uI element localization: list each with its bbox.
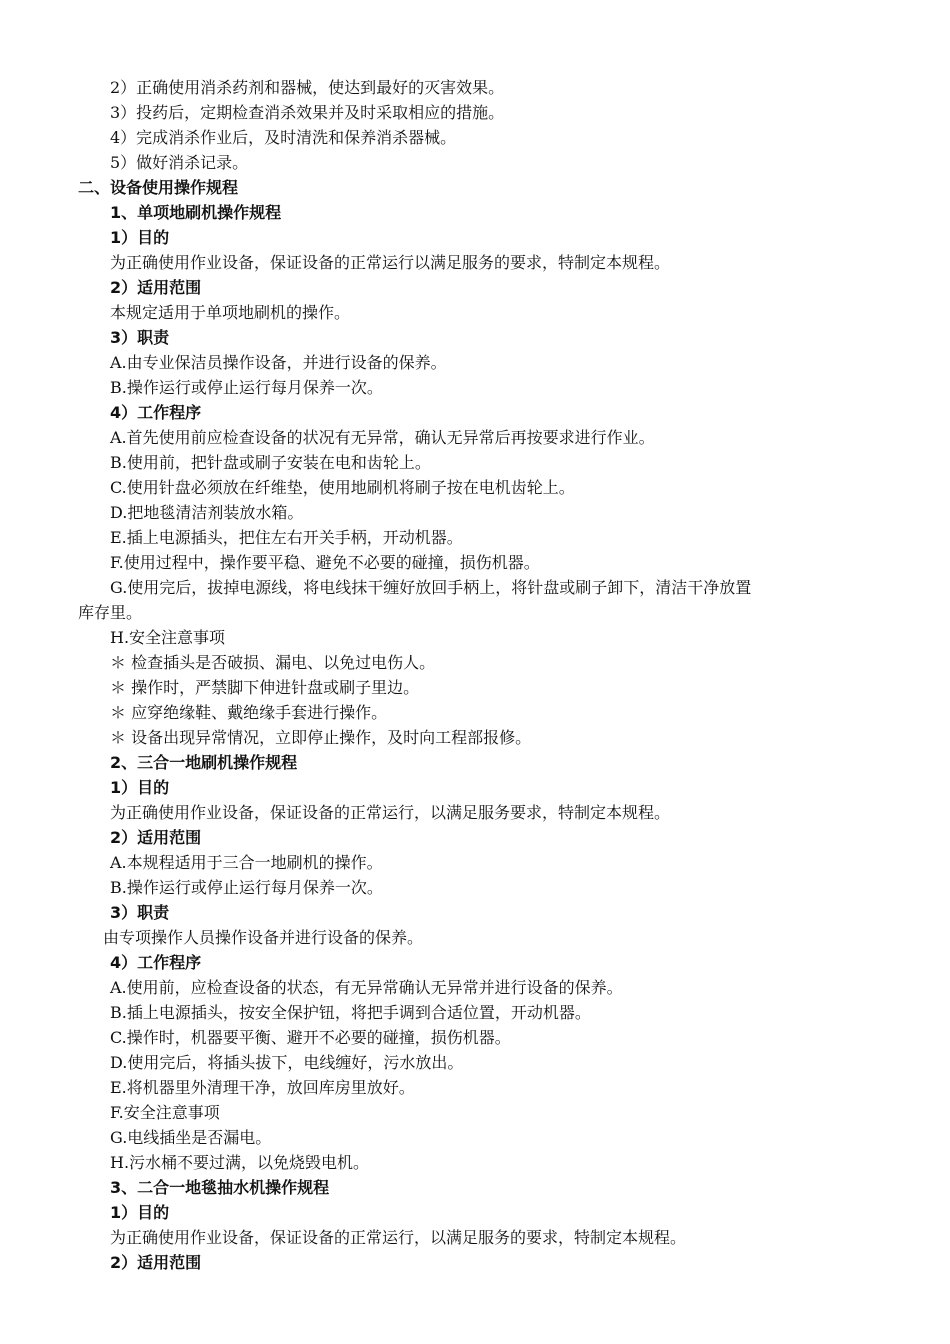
- item-heading: 1）目的: [110, 228, 170, 247]
- text-line: A.本规程适用于三合一地刷机的操作。: [110, 853, 383, 872]
- subsection-heading: 3、二合一地毯抽水机操作规程: [110, 1178, 330, 1197]
- bullet-line: ＊ 操作时，严禁脚下伸进针盘或刷子里边。: [110, 678, 420, 697]
- text-line: C.使用针盘必须放在纤维垫，使用地刷机将刷子按在电机齿轮上。: [110, 478, 575, 497]
- text-line: 本规定适用于单项地刷机的操作。: [110, 303, 351, 322]
- bullet-line: ＊ 检查插头是否破损、漏电、以免过电伤人。: [110, 653, 436, 672]
- item-heading: 2）适用范围: [110, 1253, 202, 1272]
- text-line: G.使用完后，拔掉电源线，将电线抹干缠好放回手柄上，将针盘或刷子卸下，清洁干净放置: [110, 578, 752, 597]
- text-line: F.安全注意事项: [110, 1103, 220, 1122]
- text-line: 2）正确使用消杀药剂和器械，使达到最好的灭害效果。: [110, 78, 505, 97]
- text-line: E.插上电源插头，把住左右开关手柄，开动机器。: [110, 528, 463, 547]
- text-line: 4）完成消杀作业后，及时清洗和保养消杀器械。: [110, 128, 457, 147]
- text-line: A.由专业保洁员操作设备，并进行设备的保养。: [110, 353, 447, 372]
- section-heading: 二、设备使用操作规程: [78, 178, 239, 197]
- bullet-line: ＊ 设备出现异常情况，立即停止操作，及时向工程部报修。: [110, 728, 532, 747]
- item-heading: 4）工作程序: [110, 403, 202, 422]
- text-line: B.操作运行或停止运行每月保养一次。: [110, 878, 383, 897]
- item-heading: 3）职责: [110, 328, 170, 347]
- text-line: D.把地毯清洁剂装放水箱。: [110, 503, 304, 522]
- text-line: B.使用前，把针盘或刷子安装在电和齿轮上。: [110, 453, 431, 472]
- text-line: D.使用完后，将插头拔下，电线缠好，污水放出。: [110, 1053, 464, 1072]
- text-line: 为正确使用作业设备，保证设备的正常运行，以满足服务的要求，特制定本规程。: [110, 1228, 687, 1247]
- text-line: 5）做好消杀记录。: [110, 153, 249, 172]
- item-heading: 2）适用范围: [110, 278, 202, 297]
- text-line: 库存里。: [78, 603, 143, 622]
- text-line: F.使用过程中，操作要平稳、避免不必要的碰撞，损伤机器。: [110, 553, 540, 572]
- text-line: H.污水桶不要过满，以免烧毁电机。: [110, 1153, 370, 1172]
- text-line: G.电线插坐是否漏电。: [110, 1128, 272, 1147]
- item-heading: 4）工作程序: [110, 953, 202, 972]
- text-line: C.操作时，机器要平衡、避开不必要的碰撞，损伤机器。: [110, 1028, 511, 1047]
- subsection-heading: 2、三合一地刷机操作规程: [110, 753, 298, 772]
- item-heading: 3）职责: [110, 903, 170, 922]
- text-line: 由专项操作人员操作设备并进行设备的保养。: [103, 928, 424, 947]
- text-line: B.操作运行或停止运行每月保养一次。: [110, 378, 383, 397]
- subsection-heading: 1、单项地刷机操作规程: [110, 203, 282, 222]
- item-heading: 1）目的: [110, 778, 170, 797]
- text-line: 为正确使用作业设备，保证设备的正常运行，以满足服务要求，特制定本规程。: [110, 803, 671, 822]
- text-line: B.插上电源插头，按安全保护钮，将把手调到合适位置，开动机器。: [110, 1003, 591, 1022]
- item-heading: 2）适用范围: [110, 828, 202, 847]
- text-line: 3）投药后，定期检查消杀效果并及时采取相应的措施。: [110, 103, 505, 122]
- text-line: E.将机器里外清理干净，放回库房里放好。: [110, 1078, 415, 1097]
- text-line: A.首先使用前应检查设备的状况有无异常，确认无异常后再按要求进行作业。: [110, 428, 655, 447]
- text-line: 为正确使用作业设备，保证设备的正常运行以满足服务的要求，特制定本规程。: [110, 253, 671, 272]
- text-line: H.安全注意事项: [110, 628, 226, 647]
- item-heading: 1）目的: [110, 1203, 170, 1222]
- text-line: A.使用前，应检查设备的状态，有无异常确认无异常并进行设备的保养。: [110, 978, 623, 997]
- bullet-line: ＊ 应穿绝缘鞋、戴绝缘手套进行操作。: [110, 703, 388, 722]
